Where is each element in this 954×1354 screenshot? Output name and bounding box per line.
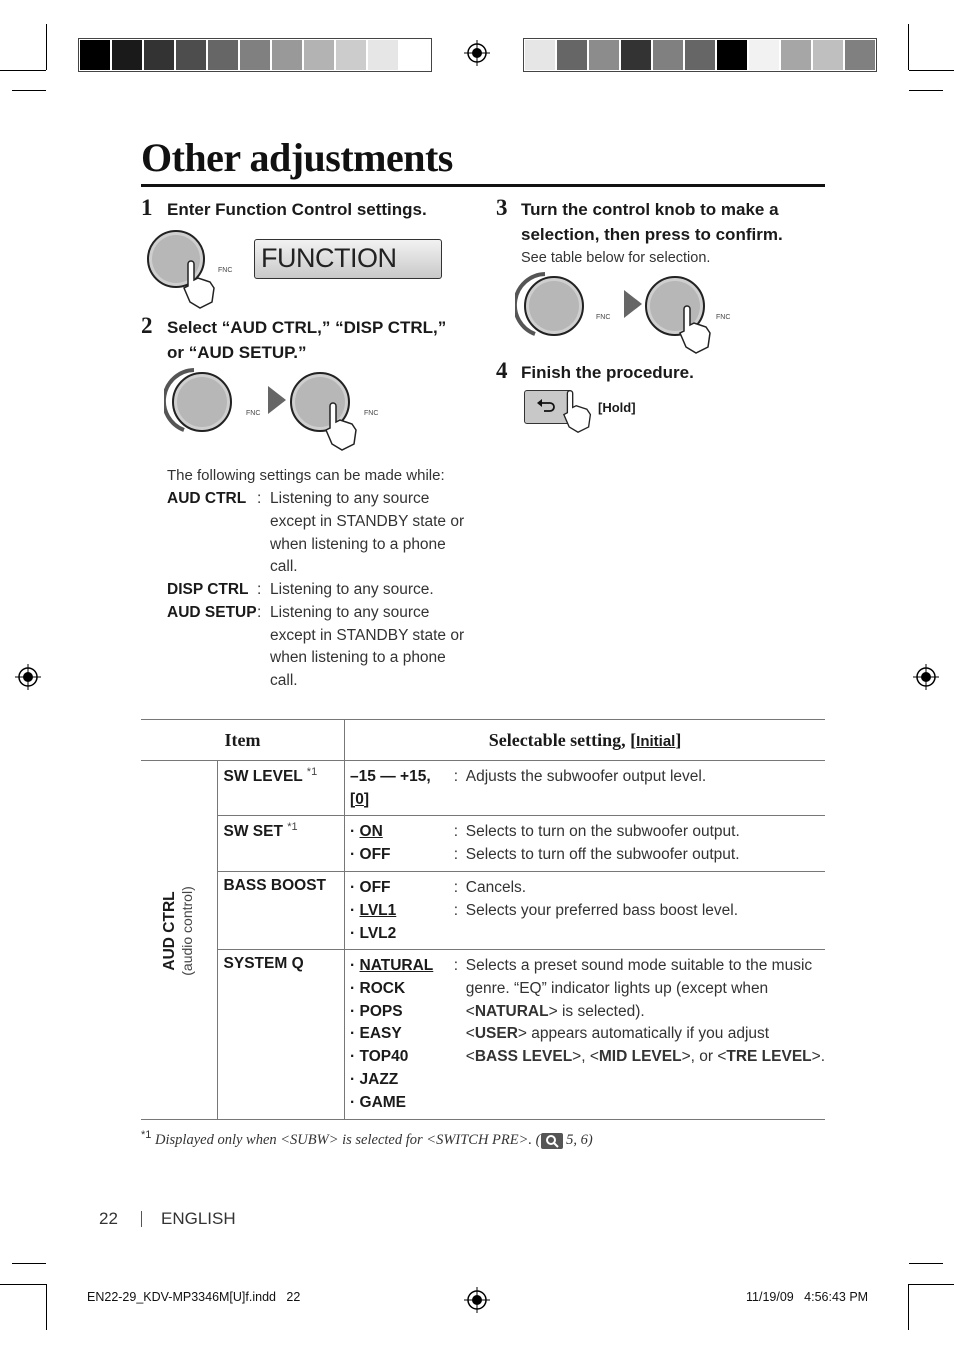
description-cell <box>454 816 825 872</box>
description: < <box>465 1048 475 1066</box>
group-label: AUD CTRL <box>161 891 178 971</box>
page-number: 22 <box>99 1209 118 1228</box>
color-swatch <box>240 40 270 70</box>
item-cell <box>217 761 345 816</box>
option: · ON <box>350 823 383 840</box>
registration-mark-icon <box>15 664 41 690</box>
fnc-label: FNC <box>716 314 731 321</box>
magnifier-icon <box>541 1133 563 1149</box>
description-cell <box>454 950 825 1120</box>
return-arrow-icon <box>536 397 556 413</box>
condition-desc-line: call. <box>270 558 298 575</box>
description: < <box>465 1025 475 1043</box>
footnote-ref: *1 <box>306 766 318 778</box>
option: · EASY <box>350 1025 402 1043</box>
footnote-mark: *1 <box>141 1129 152 1141</box>
description-line <box>454 1001 825 1024</box>
hand-press-icon <box>322 400 362 452</box>
color-swatch <box>845 40 875 70</box>
options-cell <box>345 872 454 950</box>
condition-desc-line: except in STANDBY state or <box>270 627 465 644</box>
step-number: 2 <box>141 313 153 338</box>
option: · NATURAL <box>350 957 434 974</box>
color-swatch <box>653 40 683 70</box>
initial-value: 0 <box>355 790 364 808</box>
color-swatch <box>813 40 843 70</box>
color-swatch <box>112 40 142 70</box>
option-value: LVL1 <box>359 901 397 919</box>
option: · ROCK <box>350 979 406 997</box>
crop-mark <box>909 1284 954 1285</box>
condition-colon: : <box>257 581 262 598</box>
crop-mark <box>0 1284 46 1285</box>
description: Selects your preferred bass boost level. <box>465 901 739 919</box>
condition-desc-line: Listening to any source. <box>270 581 434 598</box>
description-line <box>454 1023 825 1046</box>
footnote-pages: 5, 6) <box>562 1131 593 1148</box>
option-value: GAME <box>359 1093 407 1111</box>
condition-desc-line: except in STANDBY state or <box>270 513 465 530</box>
options-cell <box>345 761 454 816</box>
hold-label: [Hold] <box>598 400 636 415</box>
control-knob-icon <box>172 372 232 432</box>
option: · JAZZ <box>350 1070 399 1088</box>
step-text: Enter Function Control settings. <box>167 200 427 219</box>
footnote-text: Displayed only when <SUBW> is selected for <SWITCH PRE>. ( <box>155 1131 541 1148</box>
arrow-right-icon <box>624 290 642 318</box>
option: · LVL1 <box>350 901 397 919</box>
crop-mark <box>908 1284 909 1330</box>
description: > appears automatically if you adjust <box>517 1025 770 1043</box>
file-slug: EN22-29_KDV-MP3346M[U]f.indd 22 <box>87 1290 301 1304</box>
description-keyword: TRE LEVEL <box>726 1048 812 1066</box>
group-label-wrap <box>161 871 195 991</box>
crop-mark <box>46 24 47 70</box>
control-knob-icon <box>524 276 584 336</box>
color-swatch <box>176 40 206 70</box>
page-divider <box>141 1211 142 1227</box>
footnote <box>141 1129 593 1149</box>
crop-mark <box>909 1263 943 1264</box>
color-swatch <box>589 40 619 70</box>
step-text: Turn the control knob to make a selection, then press to confirm. <box>521 200 783 244</box>
option: · TOP40 <box>350 1048 409 1066</box>
registration-mark-icon <box>913 664 939 690</box>
registration-mark-icon <box>464 1287 490 1313</box>
settings-table <box>141 719 825 1120</box>
description: Selects to turn off the subwoofer output. <box>465 845 740 863</box>
option-value: ON <box>359 823 383 840</box>
option: · OFF <box>350 879 391 896</box>
description-keyword: USER <box>474 1025 518 1043</box>
crop-mark <box>909 90 943 91</box>
language-label: ENGLISH <box>161 1209 236 1228</box>
option-value: ROCK <box>359 979 406 997</box>
conditions-intro: The following settings can be made while: <box>167 467 445 484</box>
color-swatch <box>368 40 398 70</box>
color-swatch <box>621 40 651 70</box>
hand-press-icon <box>558 388 598 434</box>
color-bar-right <box>523 38 877 72</box>
options-cell <box>345 950 454 1120</box>
item-cell <box>217 950 345 1120</box>
condition-label: AUD SETUP <box>167 604 257 621</box>
description-line: : Selects to turn on the subwoofer output. <box>453 823 740 840</box>
condition-colon: : <box>257 604 262 621</box>
condition-desc-line: Listening to any source <box>270 490 430 507</box>
date-slug: 11/19/09 4:56:43 PM <box>746 1290 869 1304</box>
color-swatch <box>685 40 715 70</box>
item-name: SW LEVEL <box>223 768 303 786</box>
table-header-item: Item <box>141 720 345 761</box>
option: [0] <box>350 790 370 808</box>
description: >, < <box>572 1048 599 1066</box>
item-name: BASS BOOST <box>223 877 327 894</box>
table-row <box>141 761 825 816</box>
option: · GAME <box>350 1093 407 1111</box>
group-sublabel: (audio control) <box>179 886 195 976</box>
description: Cancels. <box>465 879 527 896</box>
color-swatch <box>749 40 779 70</box>
option: · POPS <box>350 1002 403 1020</box>
color-swatch <box>272 40 302 70</box>
option-value: NATURAL <box>359 957 434 974</box>
item-cell <box>217 872 345 950</box>
fnc-label: FNC <box>218 267 233 274</box>
table-header-setting-prefix: Selectable setting, [ <box>488 729 637 750</box>
table-header-setting <box>345 720 825 761</box>
option-value: POPS <box>359 1002 403 1020</box>
color-bar-left <box>78 38 432 72</box>
fnc-label: FNC <box>596 314 611 321</box>
table-row <box>141 950 825 1120</box>
option-value: LVL2 <box>359 924 397 942</box>
registration-mark-icon <box>464 40 490 66</box>
description: Selects to turn on the subwoofer output. <box>465 823 740 840</box>
condition-desc-line: when listening to a phone <box>270 536 446 553</box>
description-line: : Selects a preset sound mode suitable to the music <box>453 957 813 974</box>
step-number: 3 <box>496 195 508 220</box>
page-title: Other adjustments <box>141 135 453 180</box>
table-row <box>141 872 825 950</box>
color-swatch <box>336 40 366 70</box>
item-name: SYSTEM Q <box>223 955 304 972</box>
hand-press-icon <box>676 303 716 355</box>
color-swatch <box>557 40 587 70</box>
step-text: Select “AUD CTRL,” “DISP CTRL,” or “AUD SETUP.” <box>167 318 447 362</box>
condition-colon: : <box>257 490 262 507</box>
description-keyword: MID LEVEL <box>598 1048 682 1066</box>
condition-label: AUD CTRL <box>167 490 247 507</box>
description: Selects a preset sound mode suitable to the music <box>465 957 813 974</box>
footnote-ref: *1 <box>287 821 298 833</box>
table-header-setting-initial: Initial <box>636 732 676 750</box>
description: < <box>465 1002 475 1020</box>
group-cell <box>141 761 217 1120</box>
description: > is selected). <box>548 1002 645 1020</box>
step-note: See table below for selection. <box>521 250 711 266</box>
item-cell <box>217 816 345 872</box>
step-number: 1 <box>141 195 153 220</box>
description-cell: : Adjusts the subwoofer output level. <box>454 761 825 816</box>
crop-mark <box>12 90 46 91</box>
crop-mark <box>909 70 954 71</box>
description-line <box>454 1046 825 1069</box>
description: >, or < <box>681 1048 727 1066</box>
color-swatch <box>144 40 174 70</box>
crop-mark <box>908 24 909 70</box>
option-value: OFF <box>359 879 391 896</box>
color-swatch <box>717 40 747 70</box>
description-line: : Cancels. <box>453 879 527 896</box>
color-swatch <box>208 40 238 70</box>
step-text: Finish the procedure. <box>521 363 694 382</box>
description: genre. “EQ” indicator lights up (except when <box>465 979 769 997</box>
option: · LVL2 <box>350 924 397 942</box>
condition-desc-line: Listening to any source <box>270 604 430 621</box>
color-swatch <box>80 40 110 70</box>
description: Adjusts the subwoofer output level. <box>465 768 707 785</box>
description-line <box>454 978 825 1001</box>
table-header-setting-suffix: ] <box>675 729 682 750</box>
table-row <box>141 816 825 872</box>
options-cell <box>345 816 454 872</box>
hand-press-icon <box>180 258 220 310</box>
description: >. <box>811 1048 825 1066</box>
function-display-text: FUNCTION <box>261 243 397 273</box>
fnc-label: FNC <box>364 410 379 417</box>
description-cell <box>454 872 825 950</box>
crop-mark <box>0 70 46 71</box>
condition-label: DISP CTRL <box>167 581 249 598</box>
description-keyword: NATURAL <box>474 1002 549 1020</box>
description-keyword: BASS LEVEL <box>474 1048 573 1066</box>
option: · OFF <box>350 845 391 863</box>
description-line: : Selects your preferred bass boost level. <box>453 901 739 919</box>
fnc-label: FNC <box>246 410 261 417</box>
arrow-right-icon <box>268 386 286 414</box>
description-line: : Selects to turn off the subwoofer output. <box>453 845 740 863</box>
crop-mark <box>46 1284 47 1330</box>
color-swatch <box>525 40 555 70</box>
option-value: TOP40 <box>359 1048 409 1066</box>
color-swatch <box>304 40 334 70</box>
condition-desc-line: call. <box>270 672 298 689</box>
crop-mark <box>12 1263 46 1264</box>
color-swatch <box>400 40 430 70</box>
option-value: OFF <box>359 845 391 863</box>
item-name: SW SET <box>223 823 283 841</box>
option-value: EASY <box>359 1025 402 1043</box>
color-swatch <box>781 40 811 70</box>
title-rule <box>141 184 825 187</box>
option: –15 — +15, <box>350 768 431 785</box>
condition-desc-line: when listening to a phone <box>270 649 446 666</box>
option-value: JAZZ <box>359 1070 399 1088</box>
step-number: 4 <box>496 358 508 383</box>
